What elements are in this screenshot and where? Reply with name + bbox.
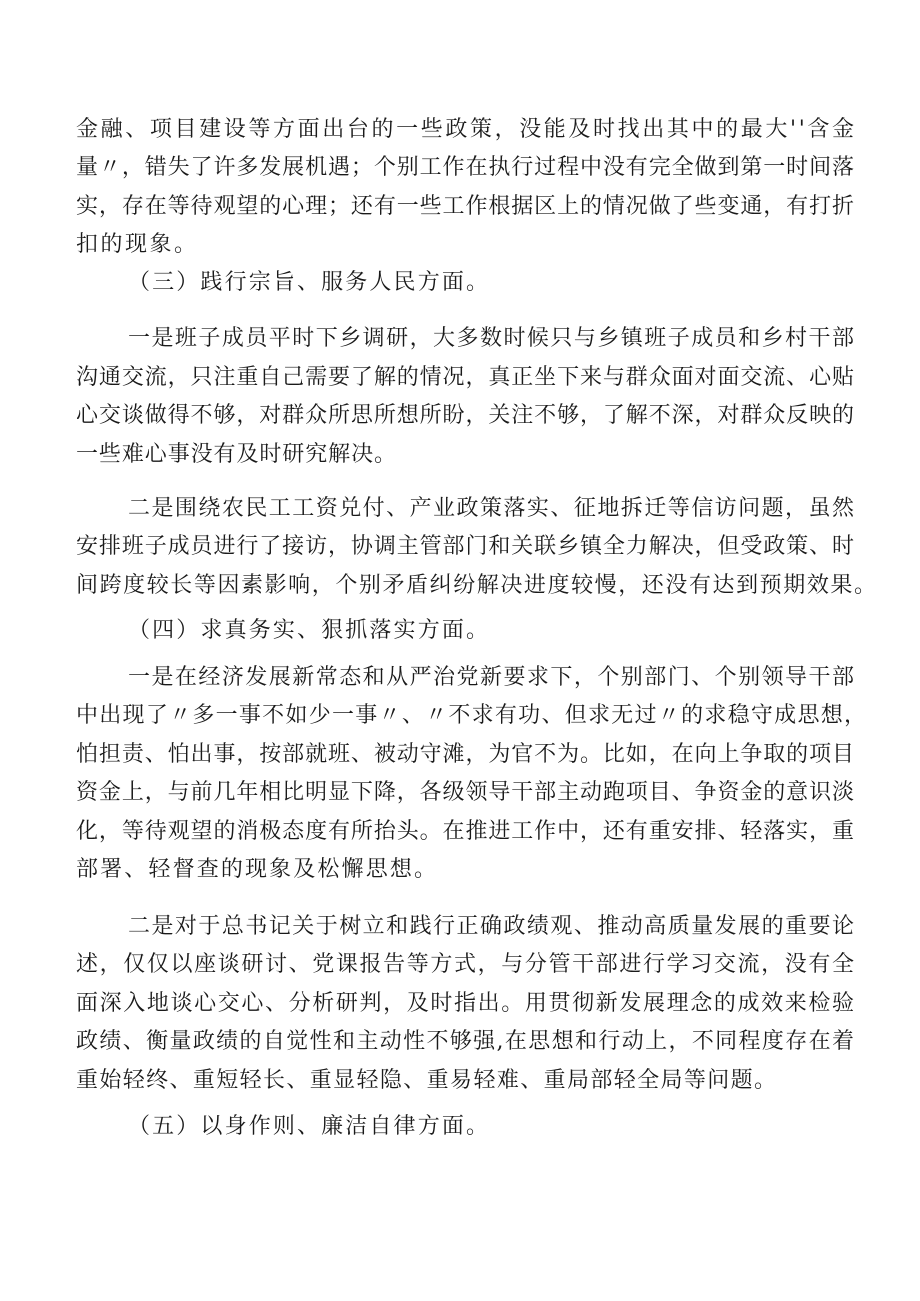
text-line-14: 一是在经济发展新常态和从严治党新要求下，个别部门、个别领导干部 — [128, 665, 856, 690]
text-line-6: 一是班子成员平时下乡调研，大多数时候只与乡镇班子成员和乡村干部 — [128, 326, 856, 351]
text-line-2: 量〃，错失了许多发展机遇；个别工作在执行过程中没有完全做到第一时间落 — [76, 155, 855, 180]
text-line-23: 政绩、衡量政绩的自觉性和主动性不够强,在思想和行动上，不同程度存在着 — [76, 1029, 856, 1054]
section-heading-3: （三）践行宗旨、服务人民方面。 — [128, 270, 491, 295]
text-line-7: 沟通交流，只注重自己需要了解的情况，真正坐下来与群众面对面交流、心贴 — [76, 365, 855, 390]
text-line-19: 部署、轻督查的现象及松懈思想。 — [76, 857, 439, 882]
text-line-18: 化，等待观望的消极态度有所抬头。在推进工作中，还有重安排、轻落实，重 — [76, 819, 855, 844]
text-line-16: 怕担责、怕出事，按部就班、被动守滩，为官不为。比如，在向上争取的项目 — [76, 742, 855, 767]
text-line-12: 间跨度较长等因素影响，个别矛盾纠纷解决进度较慢，还没有达到预期效果。 — [76, 573, 878, 598]
text-line-17: 资金上，与前几年相比明显下降，各级领导干部主动跑项目、争资金的意识淡 — [76, 780, 855, 805]
text-line-1: 金融、项目建设等方面出台的一些政策，没能及时找出其中的最大''含金 — [76, 117, 857, 142]
text-line-11: 安排班子成员进行了接访，协调主管部门和关联乡镇全力解决，但受政策、时 — [76, 534, 855, 559]
text-line-10: 二是围绕农民工工资兑付、产业政策落实、征地拆迁等信访问题，虽然 — [128, 496, 856, 521]
section-heading-4: （四）求真务实、狠抓落实方面。 — [128, 618, 491, 643]
text-line-21: 述，仅仅以座谈研讨、党课报告等方式，与分管干部进行学习交流，没有全 — [76, 952, 856, 977]
text-line-15: 中出现了〃多一事不如少一事〃、〃不求有功、但求无过〃的求稳守成思想， — [76, 703, 868, 728]
text-line-20: 二是对于总书记关于树立和践行正确政绩观、推动高质量发展的重要论 — [128, 914, 856, 939]
text-line-3: 实，存在等待观望的心理；还有一些工作根据区上的情况做了些变通，有打折 — [76, 194, 855, 219]
text-line-22: 面深入地谈心交心、分析研判，及时指出。用贯彻新发展理念的成效来检验 — [76, 991, 856, 1016]
text-line-8: 心交谈做得不够，对群众所思所想所盼，关注不够，了解不深，对群众反映的 — [76, 403, 855, 428]
text-line-24: 重始轻终、重短轻长、重显轻隐、重易轻难、重局部轻全局等问题。 — [76, 1068, 778, 1093]
text-line-4: 扣的现象。 — [76, 232, 199, 257]
text-line-9: 一些难心事没有及时研究解决。 — [76, 442, 397, 467]
section-heading-5: （五）以身作则、廉洁自律方面。 — [128, 1114, 491, 1139]
